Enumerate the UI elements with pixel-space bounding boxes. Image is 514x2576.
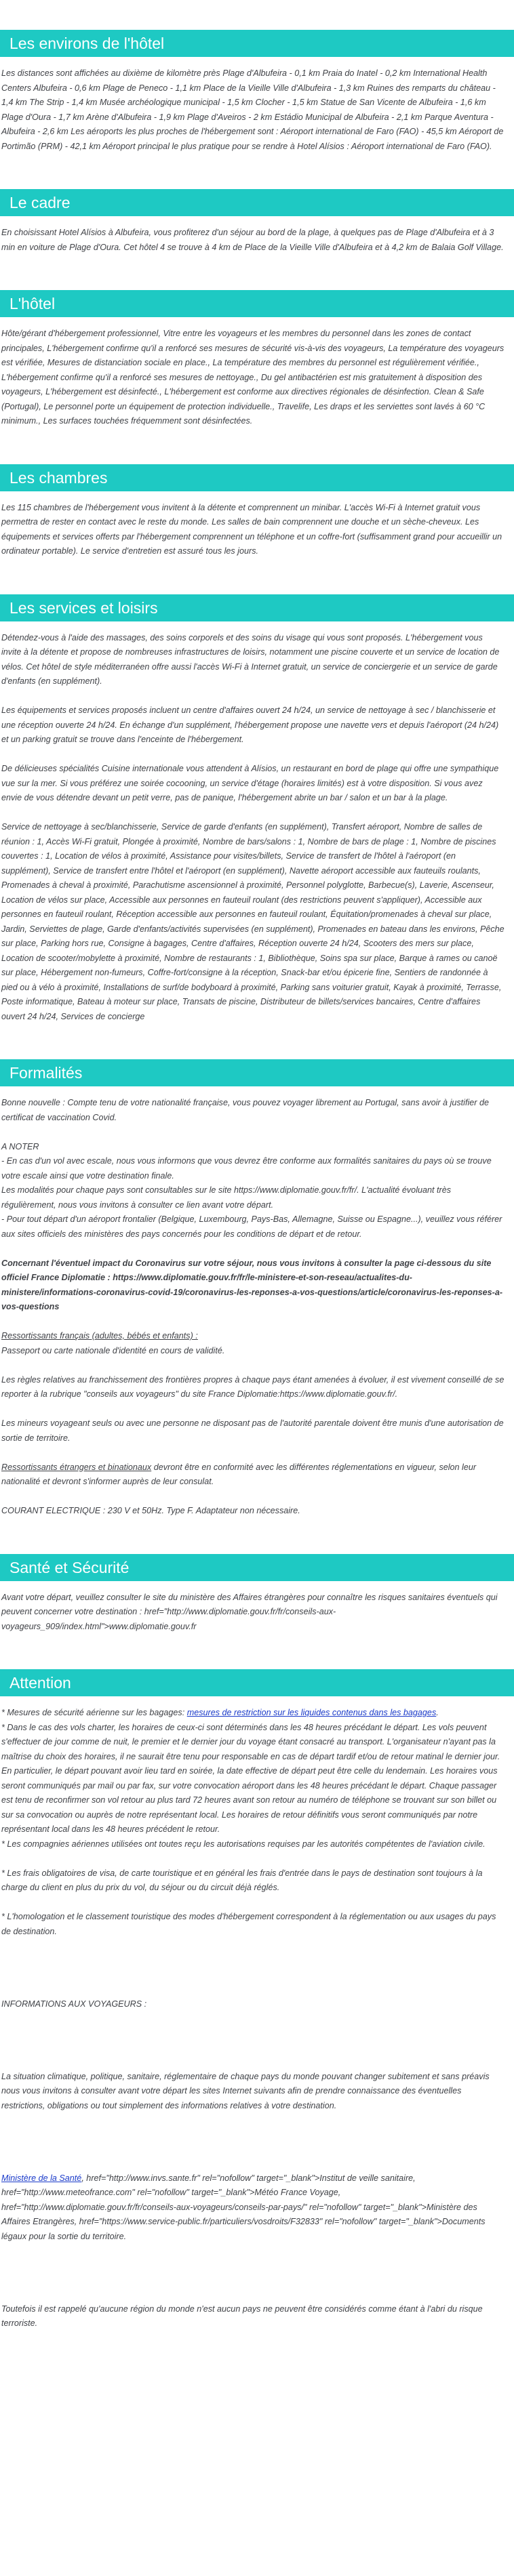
section-hotel bbox=[0, 290, 514, 429]
attention-situation: La situation climatique, politique, sanitaire, réglementaire de chaque pays du monde pouvant changer subitement et sans préavis nous vous invitons à consulter avant votre départ les sites Internet suivants afin de prendre connaissance des éventuelles restrictions, obligations ou tout simplement des informations relatives à votre destination. bbox=[1, 2071, 490, 2110]
services-paragraph-1: Détendez-vous à l'aide des massages, des soins corporels et des soins du visage qui vous sont proposés. L'hébergement vous invite à la détente et propose de nombreuses infrastructures de loisirs, notamment une piscine couverte et un service de location de vélos. Cet hôtel de style méditerranéen offre aussi l'accès Wi-Fi à Internet gratuit, un service de conciergerie et un service de garde d'enfants (en supplément). bbox=[1, 632, 500, 686]
sante-text: Avant votre départ, veuillez consulter le site du ministère des Affaires étrangères pour connaître les risques sanitaires éventuels qui peuvent concerner votre destination : href="http://www.diplomatie.gouv.fr/fr/conseils-aux-voyageurs_909/index.html">www.diplomatie.gouv.fr bbox=[1, 1592, 498, 1631]
section-title-environs: Les environs de l'hôtel bbox=[0, 30, 514, 57]
section-cadre bbox=[0, 189, 514, 255]
attention-mesures-securite bbox=[1, 1706, 505, 1852]
formalites-a-noter bbox=[1, 1140, 505, 1242]
attention-bagages-label: * Mesures de sécurité aérienne sur les bagages: bbox=[1, 1708, 187, 1717]
section-title-attention: Attention bbox=[0, 1669, 514, 1696]
a-noter-heading: A NOTER bbox=[1, 1141, 39, 1151]
a-noter-modalites: Les modalités pour chaque pays sont consultables sur le site https://www.diplomatie.gouv.fr/fr/. L'actualité évoluant très régulièrement, nous vous invitons à consulter ce lien avant votre départ. bbox=[1, 1185, 451, 1210]
section-title-services: Les services et loisirs bbox=[0, 594, 514, 621]
formalites-coronavirus: Concernant l'éventuel impact du Coronavirus sur votre séjour, nous vous invitons à consulter la page ci-dessous du site officiel France Diplomatie : https://www.diplomatie.gouv.fr/fr/le-ministere-et-son-reseau/actualites-du-ministere/informations-coronavirus-covid-19/coronavirus-les-reponses-a-vos-questions/article/coronavirus-les-reponses-a-vos-questions bbox=[1, 1258, 503, 1311]
ressortissants-francais-heading: Ressortissants français (adultes, bébés et enfants) : bbox=[1, 1331, 198, 1341]
a-noter-escale: - En cas d'un vol avec escale, nous vous informons que vous devrez être conforme aux formalités sanitaires du pays où se trouve votre escale ainsi que votre destination finale. bbox=[1, 1156, 492, 1181]
services-paragraph-2: Les équipements et services proposés incluent un centre d'affaires ouvert 24 h/24, un service de nettoyage à sec / blanchisserie et une réception ouverte 24 h/24. En échange d'un supplément, l'hébergement propose une navette vers et depuis l'aéroport (24 h/24) et un parking gratuit se trouve dans l'enceinte de l'hébergement. bbox=[1, 706, 499, 744]
attention-homologation: * L'homologation et le classement touristique des modes d'hébergement correspondent à la réglementation ou aux usages du pays de destination. bbox=[1, 1912, 496, 1936]
a-noter-aeroport-frontalier: - Pour tout départ d'un aéroport frontalier (Belgique, Luxembourg, Pays-Bas, Allemagne, Suisse ou Espagne...), veuillez vous référer aux sites officiels des ministères des pays concernés pour les conditions de départ et de retour. bbox=[1, 1214, 502, 1239]
section-title-formalites: Formalités bbox=[0, 1059, 514, 1086]
section-chambres bbox=[0, 464, 514, 559]
attention-terrorisme: Toutefois il est rappelé qu'aucune région du monde n'est aucun pays ne peuvent être considérés comme étant à l'abri du risque terroriste. bbox=[1, 2304, 483, 2328]
ressortissants-francais-documents: Passeport ou carte nationale d'identité en cours de validité. bbox=[1, 1345, 225, 1355]
formalites-covid-note: Bonne nouvelle : Compte tenu de votre nationalité française, vous pouvez voyager librement au Portugal, sans avoir à justifier de certificat de vaccination Covid. bbox=[1, 1098, 489, 1122]
services-paragraph-4: Service de nettoyage à sec/blanchisserie, Service de garde d'enfants (en supplément), Transfert aéroport, Nombre de salles de réunion : 1, Accès Wi-Fi gratuit, Plongée à proximité, Nombre de bars/salons : 1, Nombre de bars de plage : 1, Nombre de piscines couvertes : 1, Location de vélos à proximité, Assistance pour visites/billets, Service de transfert de l'hôtel à l'aéroport (en supplément), Service de transfert entre l'hôtel et l'aéroport (en supplément), Navette aéroport accessible aux fauteuils roulants, Promenades à cheval à proximité, Parachutisme ascensionnel à proximité, Personnel polyglotte, Barbecue(s), Laverie, Ascenseur, Location de vélos sur place, Accessible aux personnes en fauteuil roulant (des restrictions peuvent s'appliquer), Accessible aux personnes en fauteuil roulant, Réception accessible aux personnes en fauteuil roulant, Équitation/promenades à cheval sur place, Jardin, Serviettes de plage, Garde d'enfants/activités supervisées (en supplément), Promenades en bateau dans les environs, Pêche sur place, Parking hors rue, Consigne à bagages, Centre d'affaires, Réception ouverte 24 h/24, Scooters des mers sur place, Location de scooter/mobylette à proximité, Nombre de restaurants : 1, Bibliothèque, Soins spa sur place, Barque à rames ou canoë sur place, Hébergement non-fumeurs, Coffre-fort/consigne à la réception, Snack-bar et/ou épicerie fine, Sentiers de randonnée à pied ou à vélo à proximité, Installations de surf/de bodyboard à proximité, Parking sans voiturier gratuit, Kayak à proximité, Terrasse, Poste informatique, Bateau à moteur sur place, Transats de piscine, Distributeur de billets/services bancaires, Centre d'affaires ouvert 24 h/24, Services de concierge bbox=[1, 822, 505, 1021]
section-sante bbox=[0, 1554, 514, 1635]
section-title-cadre: Le cadre bbox=[0, 189, 514, 216]
formalites-ressortissants-etrangers bbox=[1, 1460, 505, 1490]
attention-liens bbox=[1, 2171, 505, 2245]
hotel-text: Hôte/gérant d'hébergement professionnel, Vitre entre les voyageurs et les membres du personnel dans les zones de contact principales, L'hébergement confirme qu'il a renforcé ses mesures de sécurité vis-à-vis des voyageurs, La température des voyageurs est vérifiée, Mesures de distanciation sociale en place., La température des membres du personnel est régulièrement vérifiée., L'hébergement confirme qu'il a renforcé ses mesures de nettoyage., Du gel antibactérien est mis gratuitement à disposition des voyageurs, L'hébergement est désinfecté., L'hébergement est conforme aux directives régionales de désinfection. Clean & Safe (Portugal), Le personnel porte un équipement de protection individuelle., Travelife, Les draps et les serviettes sont lavés à 60 °C minimum., Les surfaces touchées fréquemment sont désinfectées. bbox=[1, 329, 505, 426]
section-title-hotel: L'hôtel bbox=[0, 290, 514, 317]
attention-bagages-end: . bbox=[436, 1708, 439, 1717]
section-formalites bbox=[0, 1059, 514, 1519]
formalites-frontieres: Les règles relatives au franchissement des frontières propres à chaque pays étant amenées à évoluer, il est vivement conseillé de se reporter à la rubrique "conseils aux voyageurs" du site France Diplomatie:https://www.diplomatie.gouv.fr/. bbox=[1, 1374, 505, 1399]
liquides-restriction-link[interactable]: mesures de restriction sur les liquides contenus dans les bagages bbox=[186, 1708, 437, 1717]
formalites-ressortissants-francais bbox=[1, 1329, 505, 1358]
environs-text: Les distances sont affichées au dixième de kilomètre près Plage d'Albufeira - 0,1 km Praia do Inatel - 0,2 km International Health Centers Albufeira - 0,6 km Plage de Peneco - 1,1 km Place de la Vieille Ville d'Albufeira - 1,3 km Ruines des remparts du château - 1,4 km The Strip - 1,4 km Musée archéologique municipal - 1,5 km Clocher - 1,5 km Statue de San Vicente de Albufeira - 1,6 km Plage d'Oura - 1,7 km Arène d'Albufeira - 1,9 km Plage d'Aveiros - 2 km Estádio Municipal de Albufeira - 2,1 km Parque Aventura - Albufeira - 2,6 km Les aéroports les plus proches de l'hébergement sont : Aéroport international de Faro (FAO) - 45,5 km Aéroport de Portimão (PRM) - 42,1 km Aéroport principal le plus pratique pour se rendre à Hotel Alísios : Aéroport international de Faro (FAO). bbox=[1, 68, 504, 151]
section-attention bbox=[0, 1669, 514, 2331]
attention-vols-charter: * Dans le cas des vols charter, les horaires de ceux-ci sont déterminés dans les 48 heures précédant le départ. Les vols peuvent s'effectuer de jour comme de nuit, le premier et le dernier jour du voyage étant consacré au transport. L'organisateur n'ayant pas la maîtrise du choix des horaires, il ne saurait être tenu pour responsable en cas de départ tardif et/ou de retour matinal le dernier jour. En particulier, le départ pouvant avoir lieu tard en soirée, la date effective de départ peut être celle du lendemain. Les horaires vous seront communiqués par mail ou par fax, sur votre convocation aéroport dans les 48 heures précédant le départ. Chaque passager est tenu de reconfirmer son vol retour au plus tard 72 heures avant son retour au numéro de téléphone se trouvant sur son billet ou sur sa convocation ou auprès de notre représentant local. Les horaires de retour définitifs vous seront communiqués par notre représentant local dans les 48 heures précédent le retour. bbox=[1, 1722, 500, 1834]
attention-liens-text: , href="http://www.invs.sante.fr" rel="nofollow" target="_blank">Institut de veille sanitaire, href="http://www.meteofrance.com" rel="nofollow" target="_blank">Météo France Voyage, href="http://www.diplomatie.gouv.fr/fr/conseils-aux-voyageurs/conseils-par-pays/" rel="nofollow" target="_blank">Ministère des Affaires Etrangères, href="https://www.service-public.fr/particuliers/vosdroits/F32833" rel="nofollow" target="_blank">Documents légaux pour la sortie du territoire. bbox=[1, 2173, 486, 2241]
attention-compagnies: * Les compagnies aériennes utilisées ont toutes reçu les autorisations requises par les autorités compétentes de l'aviation civile. bbox=[1, 1839, 486, 1849]
ministere-sante-link[interactable]: Ministère de la Santé bbox=[1, 2173, 82, 2183]
attention-frais-visa: * Les frais obligatoires de visa, de carte touristique et en général les frais d'entrée dans le pays de destination sont toujours à la charge du client en plus du prix du vol, du séjour ou du circuit déjà réglés. bbox=[1, 1868, 483, 1892]
cadre-text: En choisissant Hotel Alísios à Albufeira, vous profiterez d'un séjour au bord de la plage, à quelques pas de Plage d'Albufeira et à 3 min en voiture de Plage d'Oura. Cet hôtel 4 se trouve à 4 km de Place de la Vieille Ville d'Albufeira et à 4,2 km de Balaia Golf Village. bbox=[1, 228, 504, 252]
section-title-chambres: Les chambres bbox=[0, 464, 514, 491]
ressortissants-etrangers-heading: Ressortissants étrangers et binationaux bbox=[1, 1462, 152, 1472]
section-services bbox=[0, 594, 514, 1025]
attention-informations-voyageurs: INFORMATIONS AUX VOYAGEURS : bbox=[1, 1999, 147, 2009]
services-paragraph-3: De délicieuses spécialités Cuisine internationale vous attendent à Alísios, un restaurant en bord de plage qui offre une sympathique vue sur la mer. Si vous préférez une soirée cocooning, un service d'étage (horaires limités) est à votre disposition. Si vous avez envie de vous détendre devant un petit verre, pas de panique, l'hébergement abrite un bar / salon et un bar à la plage. bbox=[1, 764, 499, 802]
ressortissants-etrangers-text: devront être en conformité avec les différentes réglementations en vigueur, selon leur nationalité et devront s'informer auprès de leur consulat. bbox=[1, 1462, 477, 1486]
section-title-sante: Santé et Sécurité bbox=[0, 1554, 514, 1581]
section-environs bbox=[0, 30, 514, 154]
formalites-courant-electrique: COURANT ELECTRIQUE : 230 V et 50Hz. Type F. Adaptateur non nécessaire. bbox=[1, 1506, 300, 1515]
formalites-mineurs: Les mineurs voyageant seuls ou avec une personne ne disposant pas de l'autorité parentale doivent être munis d'une autorisation de sortie de territoire. bbox=[1, 1418, 504, 1443]
chambres-text: Les 115 chambres de l'hébergement vous invitent à la détente et comprennent un minibar. L'accès Wi-Fi à Internet gratuit vous permettra de rester en contact avec le reste du monde. Les salles de bain comprennent une douche et un sèche-cheveux. Les équipements et services offerts par l'hébergement comprennent un téléphone et un coffre-fort (suffisamment grand pour accueillir un ordinateur portable). Le service d'entretien est assuré tous les jours. bbox=[1, 502, 502, 556]
